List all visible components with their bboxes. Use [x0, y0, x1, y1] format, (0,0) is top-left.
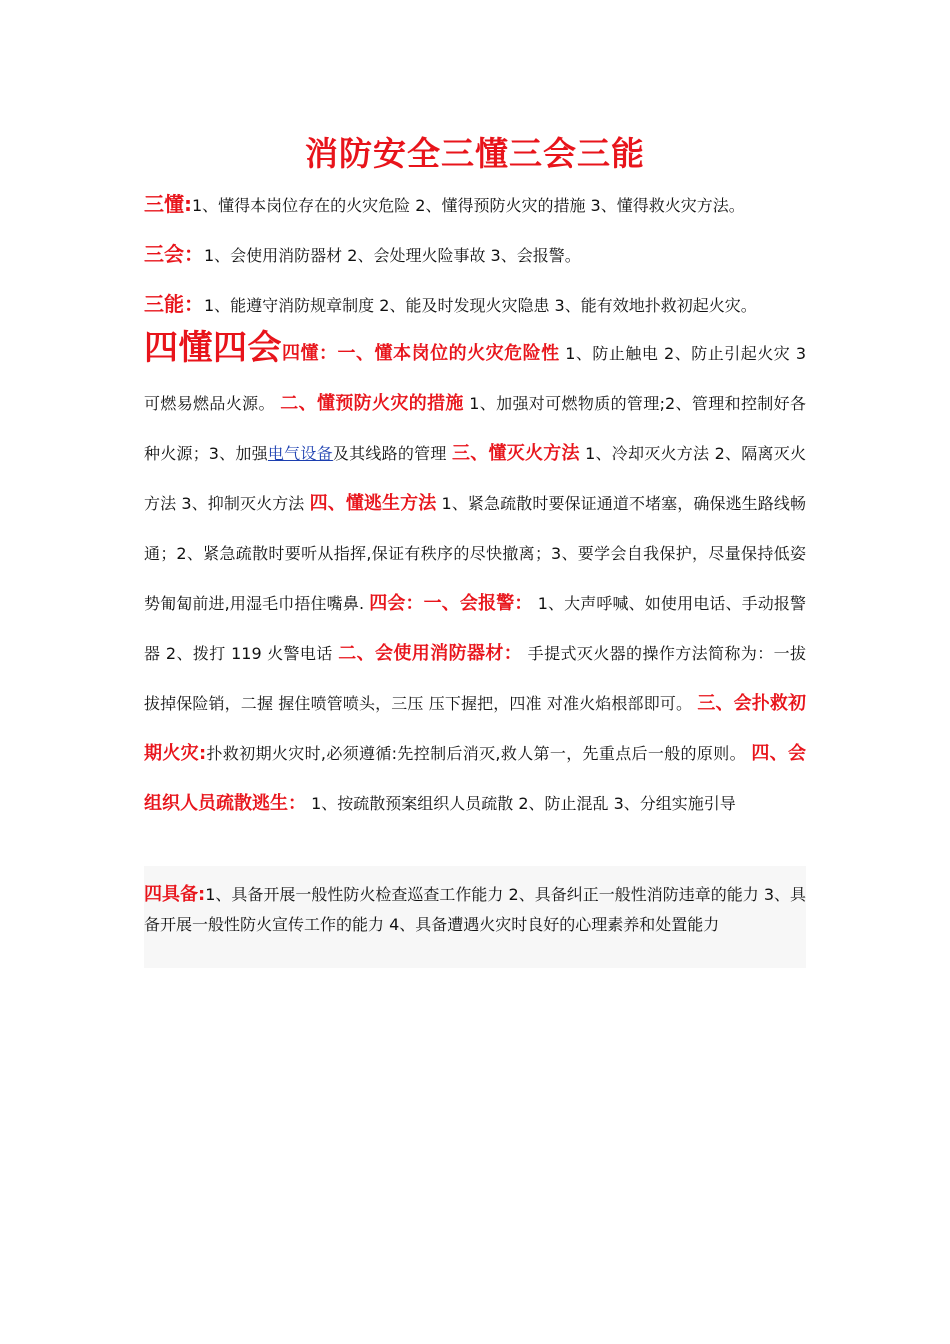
sidong-heading-3: 三、懂灭火方法: [452, 443, 580, 464]
sidong-heading-4: 四、懂逃生方法: [309, 493, 437, 514]
sidong-sihui-paragraph: [144, 328, 806, 829]
sanneng-text: 1、能遵守消防规章制度 2、能及时发现火灾隐患 3、能有效地扑救初起火灾。: [204, 296, 757, 315]
sandong-heading: 三懂:: [144, 192, 192, 216]
sandong-text: 1、懂得本岗位存在的火灾危险 2、懂得预防火灾的措施 3、懂得救火灾方法。: [192, 196, 745, 215]
document-title: 消防安全三懂三会三能: [305, 134, 645, 173]
sidong-text-1: 1、防止触电 2、防止引起火灾 3 可燃易燃品火源。: [144, 344, 806, 413]
sijubei-box: [144, 866, 806, 968]
sihui-text-1: 1、大声呼喊、如使用电话、手动报警器 2、拨打 119 火警电话: [144, 594, 806, 663]
sihui-text-2: 手提式灭火器的操作方法简称为：一拔 拔掉保险销，二握 握住喷管喷头，三压 压下握把，四准 对准火焰根部即可。: [144, 644, 807, 713]
sijubei-heading: 四具备:: [144, 884, 206, 905]
sidong-heading: 四懂：一、懂本岗位的火灾危险性: [282, 343, 560, 364]
sihui-text-4: 1、按疏散预案组织人员疏散 2、防止混乱 3、分组实施引导: [306, 794, 736, 813]
sanhui-text: 1、会使用消防器材 2、会处理火险事故 3、会报警。: [204, 246, 581, 265]
sihui-heading-2: 二、会使用消防器材：: [338, 643, 523, 664]
electrical-equipment-link[interactable]: 电气设备: [267, 444, 333, 463]
sidong-text-2b: 及其线路的管理: [332, 444, 452, 463]
sihui-heading-3: 三、会扑救初期火灾:: [144, 693, 806, 764]
sihui-heading-4: 四、会组织人员疏散逃生：: [144, 743, 807, 814]
sanneng-line: [144, 288, 806, 317]
sidong-text-2a: 1、加强对可燃物质的管理;2、管理和控制好各种火源；3、加强: [144, 394, 807, 463]
sijubei-paragraph: [144, 866, 806, 940]
sanneng-heading: 三能：: [144, 292, 204, 316]
sandong-line: [144, 188, 806, 217]
sidong-text-4: 1、紧急疏散时要保证通道不堵塞，确保逃生路线畅通；2、紧急疏散时要听从指挥,保证有秩序的尽快撤离；3、要学会自我保护，尽量保持低姿势匍匐前进,用湿毛巾捂住嘴鼻.: [144, 494, 806, 613]
sihui-heading: 四会：一、会报警：: [369, 593, 533, 614]
sidong-text-3: 1、冷却灭火方法 2、隔离灭火方法 3、抑制灭火方法: [144, 444, 806, 513]
sijubei-text: 1、具备开展一般性防火检查巡查工作能力 2、具备纠正一般性消防违章的能力 3、具备开展一般性防火宣传工作的能力 4、具备遭遇火灾时良好的心理素养和处置能力: [144, 885, 807, 934]
sihui-text-3: 扑救初期火灾时,必须遵循:先控制后消灭,救人第一，先重点后一般的原则。: [206, 744, 752, 763]
sidong-heading-2: 二、懂预防火灾的措施: [280, 393, 464, 414]
sidong-sihui-heading: 四懂四会: [144, 328, 283, 368]
sanhui-heading: 三会：: [144, 242, 204, 266]
sanhui-line: [144, 238, 806, 267]
